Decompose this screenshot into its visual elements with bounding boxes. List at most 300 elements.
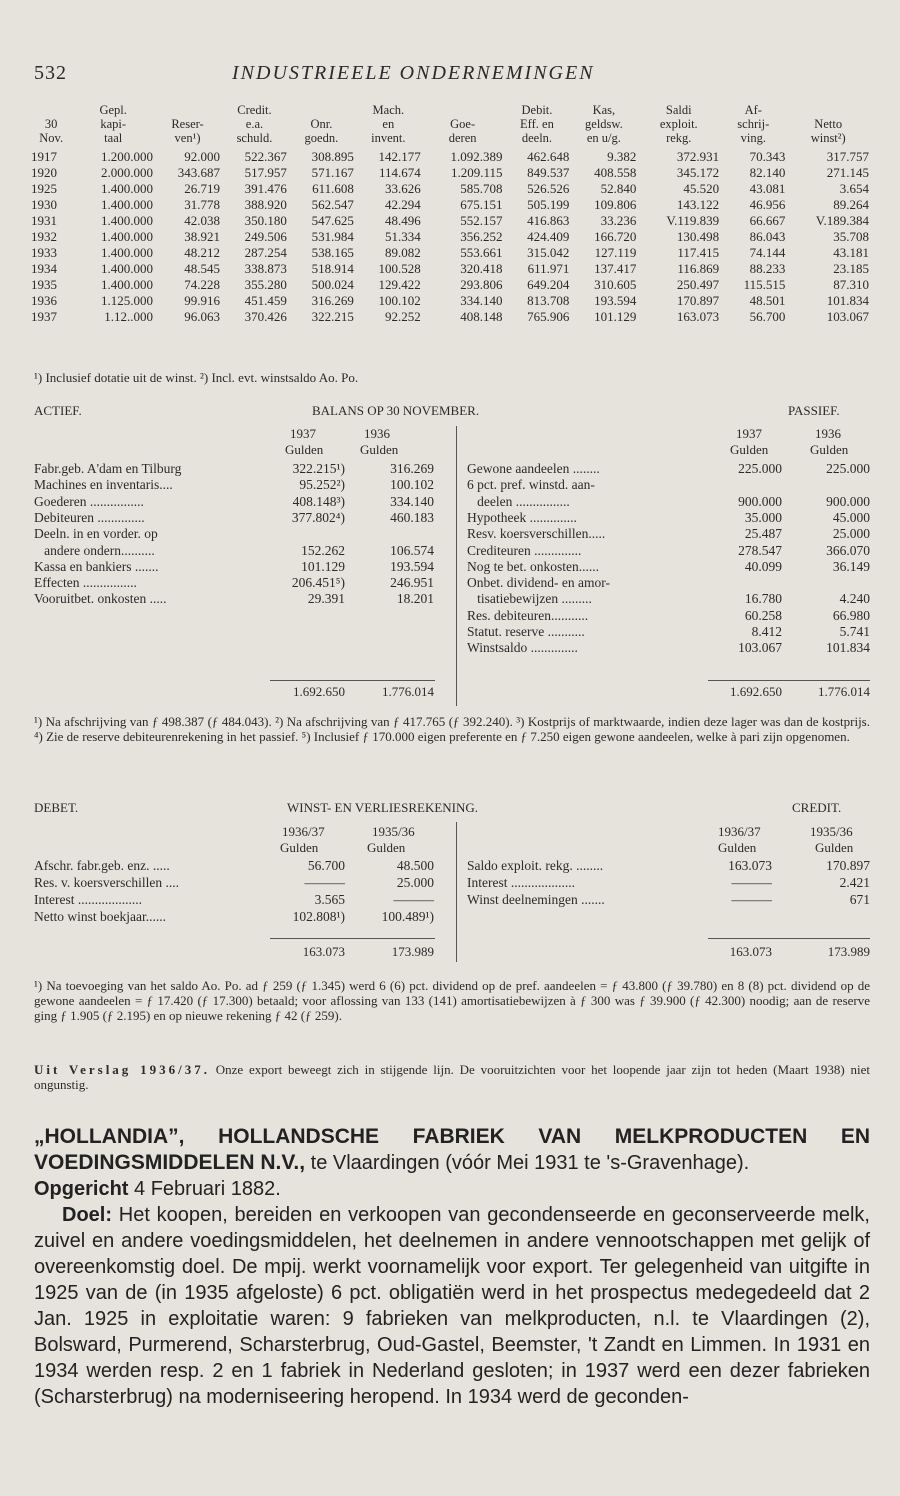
stats-col-header-line: 30 [44,117,58,131]
ledger-label: Nog te bet. onkosten...... [467,558,599,574]
stats-col-header-line: taal [104,131,123,145]
ledger-value-previous: 100.102 [390,477,434,493]
stats-cell: 38.921 [184,229,220,244]
pl-rcol-unit-b: Gulden [815,840,854,855]
stats-col-header-line: geldsw. [585,117,623,131]
stats-cell: 48.212 [184,245,220,260]
balance-total-rule-left [270,680,435,681]
stats-cell: 46.956 [749,197,786,212]
stats-cell: 166.720 [594,229,637,244]
ledger-label: Netto winst boekjaar...... [34,909,166,924]
stats-cell: 500.024 [311,277,354,292]
stats-cell: 675.151 [460,197,503,212]
stats-cell: 193.594 [594,293,637,308]
ledger-value-previous: 246.951 [390,575,434,591]
stats-cell: 287.254 [244,245,287,260]
stats-cell: 517.957 [244,165,287,180]
ledger-label: Interest ................... [34,892,142,907]
ledger-label: Crediteuren .............. [467,542,582,558]
stats-cell: 250.497 [676,277,720,292]
stats-col-header [637,103,720,145]
ledger-label: Res. debiteuren........... [467,607,589,623]
stats-col-header-line: Mach. [372,103,405,117]
ledger-value-previous: 460.183 [390,509,434,525]
stats-cell: 45.520 [683,181,720,196]
stats-cell: V.119.839 [666,213,720,228]
stats-col-header-line: Credit. [237,103,272,117]
stats-cell: 849.537 [527,165,570,180]
stats-col-header-line: Eff. en [520,117,554,131]
stats-cell: 26.719 [184,181,220,196]
stats-cell: 408.558 [594,165,637,180]
stats-row [30,145,870,165]
verslag-lead: Uit Verslag 1936/37. [34,1062,210,1077]
ledger-value-previous: 66.980 [832,607,870,623]
stats-cell: 1.400.000 [101,197,154,212]
stats-cell: 87.310 [833,277,869,292]
ledger-value-current: 225.000 [738,461,782,476]
stats-cell: 1925 [31,181,57,196]
stats-cell: V.189.384 [815,213,869,228]
stats-col-header-line: Gepl. [99,103,127,117]
stats-cell: 1934 [31,261,57,276]
stats-cell: 35.708 [833,229,869,244]
statistics-table [30,103,870,325]
stats-cell: 43.181 [833,245,869,260]
stats-col-header [288,103,355,145]
stats-cell: 31.778 [184,197,220,212]
stats-cell: 334.140 [460,293,503,308]
ledger-value-previous: 36.149 [832,558,870,574]
stats-cell: 163.073 [676,309,720,324]
ledger-value-previous: 18.201 [396,591,434,607]
stats-footnote: ¹) Inclusief dotatie uit de winst. ²) Incl. evt. winstsaldo Ao. Po. [34,370,359,385]
balance-col-year-b: 1936 [364,426,390,441]
stats-col-header-line: Kas, [592,103,616,117]
stats-col-header-line: Onr. [310,117,333,131]
stats-cell: 66.667 [749,213,786,228]
balance-col-year-a: 1937 [290,426,316,441]
ledger-label: Interest ................... [467,875,575,890]
ledger-label: Winstsaldo .............. [467,640,578,656]
running-title: INDUSTRIEELE ONDERNEMINGEN [232,62,595,84]
ledger-value-current: 103.067 [738,640,782,656]
stats-cell: 813.708 [527,293,570,308]
ledger-value-current: 16.780 [744,591,782,607]
stats-col-header [570,103,637,145]
stats-cell: 552.157 [460,213,503,228]
stats-cell: 51.334 [385,229,421,244]
stats-cell: 1917 [31,149,57,164]
balance-col-unit-b: Gulden [360,442,399,457]
balance-rcol-unit-a: Gulden [730,442,769,457]
ledger-value-current: 377.802⁴) [291,509,345,525]
stats-cell: 1932 [31,229,57,244]
stats-cell: 129.422 [378,277,421,292]
founded-value: 4 Februari 1882. [128,1178,281,1200]
ledger-value-previous: 671 [849,892,870,907]
stats-cell: 424.409 [527,229,570,244]
stats-cell: 3.654 [839,181,869,196]
pl-center-title: WINST- EN VERLIESREKENING. [287,800,479,815]
stats-cell: 1.400.000 [101,181,154,196]
stats-cell: 2.000.000 [101,165,154,180]
stats-cell: 115.515 [743,277,786,292]
pl-rcol-unit-a: Gulden [718,840,757,855]
stats-col-header-line: Netto [814,117,843,131]
stats-row [30,165,870,181]
stats-cell: 1.12..000 [104,309,154,324]
ledger-value-current: ——— [304,875,345,890]
ledger-label: Resv. koersverschillen..... [467,526,606,542]
stats-cell: 538.165 [311,245,354,260]
stats-cell: 1937 [31,309,57,324]
ledger-value-previous: 25.000 [832,526,870,542]
stats-cell: 127.119 [594,245,637,260]
ledger-value-previous: 5.741 [839,624,870,639]
stats-col-header [221,103,288,145]
stats-col-header-line: rekg. [666,131,692,145]
stats-cell: 338.873 [244,261,287,276]
stats-col-header-line: ving. [740,131,766,145]
pl-col-unit-a: Gulden [280,840,319,855]
stats-col-header-line: Goe- [450,117,476,131]
stats-cell: 1.400.000 [101,213,154,228]
stats-cell: 88.233 [749,261,786,276]
stats-cell: 416.863 [527,213,570,228]
stats-cell: 52.840 [600,181,637,196]
stats-cell: 1.200.000 [101,149,154,164]
stats-cell: 1.209.115 [450,165,503,180]
stats-cell: 408.148 [460,309,503,324]
ledger-value-previous: 316.269 [390,461,434,476]
ledger-label: Deeln. in en vorder. op [34,526,158,542]
stats-cell: 143.122 [676,197,720,212]
company-name: „HOLLANDIA”, HOLLANDSCHE FABRIEK VAN MELKPRODUCTEN EN VOEDINGSMIDDELEN N.V., [34,1125,870,1174]
ledger-label: Machines en inventaris.... [34,477,173,493]
ledger-label: deelen ................ [467,493,570,509]
stats-cell: 271.145 [826,165,869,180]
stats-col-header-line: en u/g. [586,131,621,145]
stats-cell: 1.400.000 [101,261,154,276]
ledger-value-current: 278.547 [738,542,782,558]
ledger-value-current: 408.148³) [292,493,345,509]
balance-rcol-unit-b: Gulden [810,442,849,457]
stats-col-header-line: schuld. [236,131,273,145]
stats-col-header-line: Saldi [665,103,692,117]
stats-cell: 531.984 [311,229,354,244]
ledger-value-previous: 900.000 [826,493,870,509]
stats-row [30,245,870,261]
ledger-value-previous: 366.070 [826,542,870,558]
pl-footnote: ¹) Na toevoeging van het saldo Ao. Po. ad ƒ 259 (ƒ 1.345) werd 6 (6) pct. dividend op de pref. aandeelen = ƒ 43.800 (ƒ 39.780) en 8 (8) pct. dividend op de gewone aandeelen = ƒ 17.420 (ƒ 17.300) betaald; voor aflossing van 133 (141) amortisatiebewijzen à ƒ 300 was ƒ 39.900 (ƒ 42.300) noodig; aan de reserve ging ƒ 1.905 (ƒ 2.195) en op nieuwe rekening ƒ 42 (ƒ 259). [34,978,870,1023]
stats-cell: 23.185 [833,261,869,276]
stats-cell: 103.067 [826,309,869,324]
stats-col-header-line: Af- [744,103,762,117]
balance-total-right-b: 1.776.014 [818,684,870,699]
stats-cell: 526.526 [527,181,570,196]
ledger-label: 6 pct. pref. winstd. aan- [467,477,595,493]
stats-row [30,293,870,309]
ledger-value-previous: 100.489¹) [381,909,434,924]
ledger-value-previous: 25.000 [396,875,434,890]
pl-rcol-year-b: 1935/36 [810,824,853,839]
balance-total-right-a: 1.692.650 [730,684,782,699]
stats-cell: 1933 [31,245,57,260]
stats-cell: 1.125.000 [101,293,154,308]
stats-cell: 1.400.000 [101,277,154,292]
ledger-label: Goederen ................ [34,493,144,509]
stats-cell: 48.545 [184,261,220,276]
stats-cell: 322.215 [311,309,354,324]
stats-col-header-line: deren [448,131,477,145]
ledger-value-current: 8.412 [751,624,782,639]
company-location: te Vlaardingen (vóór Mei 1931 te 's-Gravenhage). [305,1152,750,1174]
ledger-label: Debiteuren .............. [34,509,145,525]
stats-cell: 1931 [31,213,57,228]
stats-col-header [422,103,504,145]
stats-col-header-line: kapi- [100,117,127,131]
company-purpose [34,1202,870,1410]
stats-cell: 1.400.000 [101,245,154,260]
stats-cell: 117.415 [677,245,720,260]
stats-cell: 114.674 [379,165,421,180]
stats-cell: 1920 [31,165,57,180]
ledger-value-previous: 4.240 [839,591,870,607]
stats-row [30,181,870,197]
doel-label: Doel: [62,1204,112,1226]
ledger-value-previous: 225.000 [826,461,870,476]
stats-col-header-line: e.a. [245,117,264,131]
ledger-value-current: 95.252²) [299,477,345,493]
ledger-value-current: ——— [731,875,772,890]
stats-cell: 571.167 [311,165,354,180]
stats-col-header-line: en [382,117,395,131]
stats-cell: 1.400.000 [101,229,154,244]
stats-cell: 100.528 [378,261,421,276]
stats-cell: 585.708 [460,181,503,196]
stats-cell: 9.382 [607,149,637,164]
stats-row [30,277,870,293]
stats-cell: 89.082 [385,245,421,260]
stats-cell: 101.129 [594,309,637,324]
stats-col-header-line: exploit. [659,117,698,131]
stats-cell: 462.648 [527,149,570,164]
ledger-value-current: 101.129 [301,558,345,574]
stats-cell: 1935 [31,277,57,292]
stats-cell: 130.498 [676,229,720,244]
balance-rcol-year-b: 1936 [815,426,841,441]
ledger-value-current: 25.487 [744,526,782,542]
ledger-label: Statut. reserve ........... [467,624,585,639]
ledger-value-current: 3.565 [314,892,345,907]
stats-cell: 388.920 [244,197,287,212]
stats-cell: 649.204 [527,277,570,292]
stats-cell: 320.418 [460,261,503,276]
pl-total-left-a: 163.073 [302,944,345,959]
ledger-value-current: 900.000 [738,493,782,509]
balance-right-title: PASSIEF. [788,403,840,418]
stats-cell: 48.501 [749,293,786,308]
founded-label: Opgericht [34,1178,129,1200]
stats-cell: 92.252 [385,309,421,324]
ledger-value-current: 206.451⁵) [291,575,345,591]
stats-col-header-line: Nov. [39,131,64,145]
ledger-value-current: ——— [731,892,772,907]
stats-cell: 142.177 [378,149,421,164]
stats-col-header [30,103,72,145]
ledger-label: Afschr. fabr.geb. enz. ..... [34,858,170,873]
stats-cell: 355.280 [244,277,287,292]
stats-cell: 96.063 [184,309,220,324]
stats-cell: 82.140 [749,165,786,180]
stats-cell: 316.269 [311,293,354,308]
ledger-value-previous: 334.140 [390,493,434,509]
stats-cell: 611.608 [312,181,354,196]
doel-text: Het koopen, bereiden en verkoopen van gecondenseerde en geconserveerde melk, zuivel en andere voedingsmiddelen, het deelnemen in andere vennootschappen met gelijk of overeenkomstig doel. De mpij. werkt voornamelijk voor export. Ter gelegenheid van uitgifte in 1925 van de (in 1935 afgeloste) 6 pct. obligatiën werd in het prospectus medegedeeld dat 2 Jan. 1925 in exploitatie waren: 9 fabrieken van melkproducten, n.l. te Vlaardingen (2), Bolsward, Purmerend, Scharsterbrug, Oud-Gastel, Beemster, 't Zandt en Limmen. In 1931 en 1934 werden resp. 2 en 1 fabriek in Nederland gesloten; in 1937 werd een dezer fabrieken (Scharsterbrug) na moderniseering heropend. In 1934 werd de geconden- [34,1204,870,1408]
stats-cell: 451.459 [244,293,287,308]
stats-cell: 547.625 [311,213,354,228]
ledger-value-current: 35.000 [744,509,782,525]
stats-cell: 92.000 [184,149,220,164]
pl-left-title: DEBET. [34,800,79,815]
stats-cell: 518.914 [311,261,354,276]
ledger-value-previous: 193.594 [390,558,434,574]
stats-cell: 765.906 [527,309,570,324]
pl-total-right-b: 173.989 [827,944,870,959]
pl-total-right-a: 163.073 [729,944,772,959]
ledger-label: Kassa en bankiers ....... [34,558,159,574]
stats-cell: 370.426 [244,309,287,324]
ledger-value-previous: 48.500 [396,858,434,873]
ledger-label: tisatiebewijzen ......... [467,591,592,607]
stats-cell: 101.834 [826,293,869,308]
pl-rcol-year-a: 1936/37 [718,824,761,839]
stats-cell: 343.687 [177,165,220,180]
stats-cell: 505.199 [527,197,570,212]
stats-col-header [720,103,786,145]
ledger-label: Res. v. koersverschillen .... [34,875,179,890]
stats-row [30,213,870,229]
ledger-value-current: 60.258 [744,607,782,623]
pl-right-title: CREDIT. [792,800,842,815]
ledger-value-previous: 170.897 [826,858,870,873]
stats-col-header [154,103,221,145]
stats-cell: 48.496 [385,213,421,228]
stats-cell: 137.417 [594,261,637,276]
stats-cell: 391.476 [244,181,287,196]
stats-col-header-line: winst²) [810,131,846,145]
balance-col-unit-a: Gulden [285,442,324,457]
ledger-label: Winst deelnemingen ....... [467,892,605,907]
stats-col-header-line: invent. [371,131,406,145]
stats-cell: 170.897 [676,293,720,308]
stats-cell: 350.180 [244,213,287,228]
stats-cell: 109.806 [594,197,637,212]
ledger-value-previous: 2.421 [839,875,870,890]
balance-center-title: BALANS OP 30 NOVEMBER. [312,403,480,418]
balance-total-rule-right [708,680,870,681]
stats-cell: 1936 [31,293,57,308]
stats-col-header-line: ven¹) [174,131,201,145]
stats-cell: 42.038 [184,213,220,228]
ledger-label: Vooruitbet. onkosten ..... [34,591,167,607]
stats-cell: 100.102 [378,293,421,308]
ledger-label: Hypotheek .............. [467,509,577,525]
stats-cell: 310.605 [594,277,637,292]
stats-cell: 116.869 [677,261,720,276]
balance-total-left-b: 1.776.014 [382,684,434,699]
ledger-value-previous: 101.834 [826,640,870,656]
ledger-value-current: 29.391 [307,591,345,607]
stats-col-header-line: Reser- [171,117,204,131]
stats-cell: 56.700 [749,309,786,324]
stats-cell: 356.252 [460,229,503,244]
ledger-value-current: 163.073 [728,858,772,873]
stats-row [30,261,870,277]
pl-total-rule-right [708,938,870,939]
stats-cell: 372.931 [676,149,720,164]
stats-row [30,197,870,213]
stats-col-header [355,103,422,145]
verslag-paragraph [34,1062,870,1092]
stats-cell: 74.228 [184,277,220,292]
ledger-label: Onbet. dividend- en amor- [467,575,610,591]
balance-divider [456,426,457,706]
stats-cell: 562.547 [311,197,354,212]
stats-cell: 345.172 [676,165,720,180]
ledger-value-previous: ——— [393,892,434,907]
stats-col-header-line: Debit. [521,103,553,117]
stats-cell: 315.042 [527,245,570,260]
balance-left-title: ACTIEF. [34,403,82,418]
stats-cell: 89.264 [833,197,869,212]
ledger-value-current: 40.099 [744,558,782,574]
stats-cell: 42.294 [385,197,421,212]
ledger-value-previous: 106.574 [390,542,434,558]
ledger-label: Saldo exploit. rekg. ........ [467,858,604,873]
ledger-value-previous: 45.000 [832,509,870,525]
ledger-label: Fabr.geb. A'dam en Tilburg [34,461,182,476]
stats-cell: 522.367 [244,149,287,164]
stats-cell: 86.043 [749,229,786,244]
stats-cell: 1.092.389 [450,149,503,164]
stats-col-header-line: deeln. [521,131,553,145]
pl-col-unit-b: Gulden [367,840,406,855]
stats-row [30,309,870,325]
pl-col-year-a: 1936/37 [282,824,325,839]
stats-cell: 43.081 [749,181,786,196]
ledger-value-current: 56.700 [307,858,345,873]
stats-cell: 1930 [31,197,57,212]
stats-row [30,229,870,245]
stats-cell: 611.971 [527,261,570,276]
stats-cell: 308.895 [311,149,354,164]
stats-cell: 74.144 [749,245,786,260]
stats-cell: 293.806 [460,277,503,292]
stats-cell: 317.757 [826,149,869,164]
stats-cell: 99.916 [184,293,220,308]
balance-footnote: ¹) Na afschrijving van ƒ 498.387 (ƒ 484.043). ²) Na afschrijving van ƒ 417.765 (ƒ 392.240). ³) Kostprijs of marktwaarde, indien deze lager was dan de kostprijs. ⁴) Zie de reserve debiteurenrekening in het passief. ⁵) Inclusief ƒ 170.000 eigen preferente en ƒ 7.250 eigen gewone aandeelen, welke à pari zijn opgenomen. [34,714,870,744]
pl-total-left-b: 173.989 [391,944,434,959]
stats-col-header-line: goedn. [304,131,339,145]
balance-rcol-year-a: 1937 [736,426,762,441]
balance-total-left-a: 1.692.650 [293,684,345,699]
stats-cell: 33.626 [385,181,421,196]
stats-col-header [503,103,570,145]
ledger-label: Gewone aandeelen ........ [467,461,600,476]
stats-col-header [786,103,870,145]
